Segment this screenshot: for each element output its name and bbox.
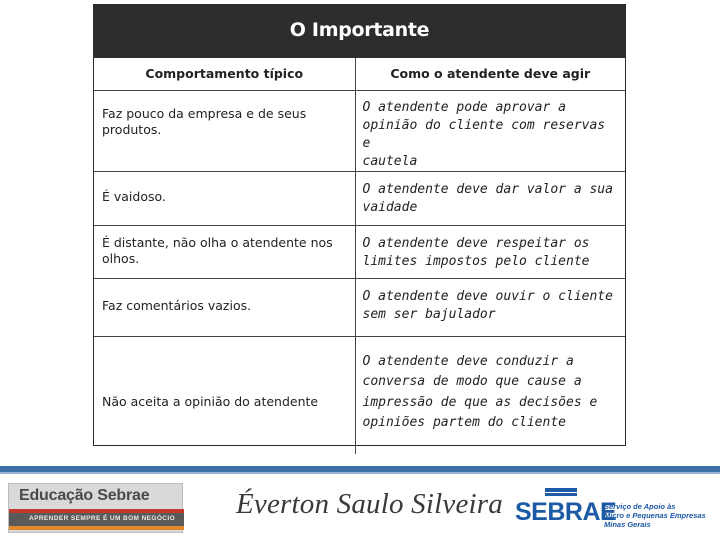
table-row — [94, 171, 625, 225]
action-line: sem ser bajulador — [362, 306, 496, 322]
table-title: O Importante — [94, 5, 625, 58]
logo-stripe-orange — [9, 526, 184, 530]
behavior-line: É distante, não olha o atendente nos — [102, 234, 333, 250]
behavior-cell — [94, 336, 355, 454]
sebrae-logo-brand: SEBRAE — [515, 498, 617, 526]
sebrae-description-line: Minas Gerais — [604, 520, 651, 529]
action-line: impressão de que as decisões e — [362, 394, 598, 410]
action-line: conversa de modo que cause a — [362, 374, 582, 389]
author-signature: Éverton Saulo Silveira — [236, 488, 503, 520]
table-row — [94, 90, 625, 171]
table-row — [94, 225, 625, 278]
action-line: opinião do cliente com reservas e — [362, 117, 606, 151]
comparison-table — [94, 58, 625, 454]
comparison-table-container — [93, 4, 626, 446]
behavior-line: Não aceita a opinião do atendente — [102, 393, 319, 409]
action-cell — [355, 225, 625, 278]
educacao-sebrae-logo-title: Educação Sebrae — [19, 487, 150, 504]
sebrae-description-line: Micro e Pequenas Empresas — [604, 511, 706, 520]
behavior-cell — [94, 278, 355, 336]
header-typical-behavior: Comportamento típico — [94, 58, 355, 90]
action-line: limites impostos pelo cliente — [362, 253, 590, 269]
behavior-line: Faz comentários vazios. — [102, 297, 252, 313]
action-cell — [355, 90, 625, 171]
behavior-line: É vaidoso. — [102, 188, 166, 204]
behavior-cell — [94, 171, 355, 225]
behavior-line: Faz pouco da empresa e de seus — [102, 105, 307, 121]
action-cell — [355, 336, 625, 454]
behavior-line: produtos. — [102, 121, 162, 137]
behavior-line: olhos. — [102, 250, 140, 266]
sebrae-logo-bars-icon — [515, 488, 605, 498]
action-line: O atendente deve conduzir a — [362, 353, 574, 369]
action-line: O atendente deve respeitar os — [362, 235, 590, 251]
header-how-to-act: Como o atendente deve agir — [355, 58, 625, 90]
table-row — [94, 278, 625, 336]
action-line: opiniões partem do cliente — [362, 415, 566, 430]
behavior-cell — [94, 90, 355, 171]
action-cell — [355, 278, 625, 336]
behavior-cell — [94, 225, 355, 278]
action-line: vaidade — [362, 199, 418, 215]
educacao-sebrae-logo — [8, 483, 183, 533]
action-line: O atendente deve dar valor a sua — [362, 181, 613, 197]
table-row — [94, 336, 625, 454]
action-line: O atendente pode aprovar a — [362, 99, 566, 115]
table-header-row — [94, 58, 625, 90]
action-line: O atendente deve ouvir o cliente — [362, 288, 613, 304]
sebrae-logo — [515, 488, 715, 532]
sebrae-logo-description — [604, 502, 706, 529]
educacao-sebrae-tagline: APRENDER SEMPRE É UM BOM NEGÓCIO — [29, 515, 176, 522]
footer-divider-highlight — [0, 472, 720, 474]
action-line: cautela — [362, 153, 418, 169]
action-cell — [355, 171, 625, 225]
sebrae-description-line: Serviço de Apoio às — [604, 502, 676, 511]
